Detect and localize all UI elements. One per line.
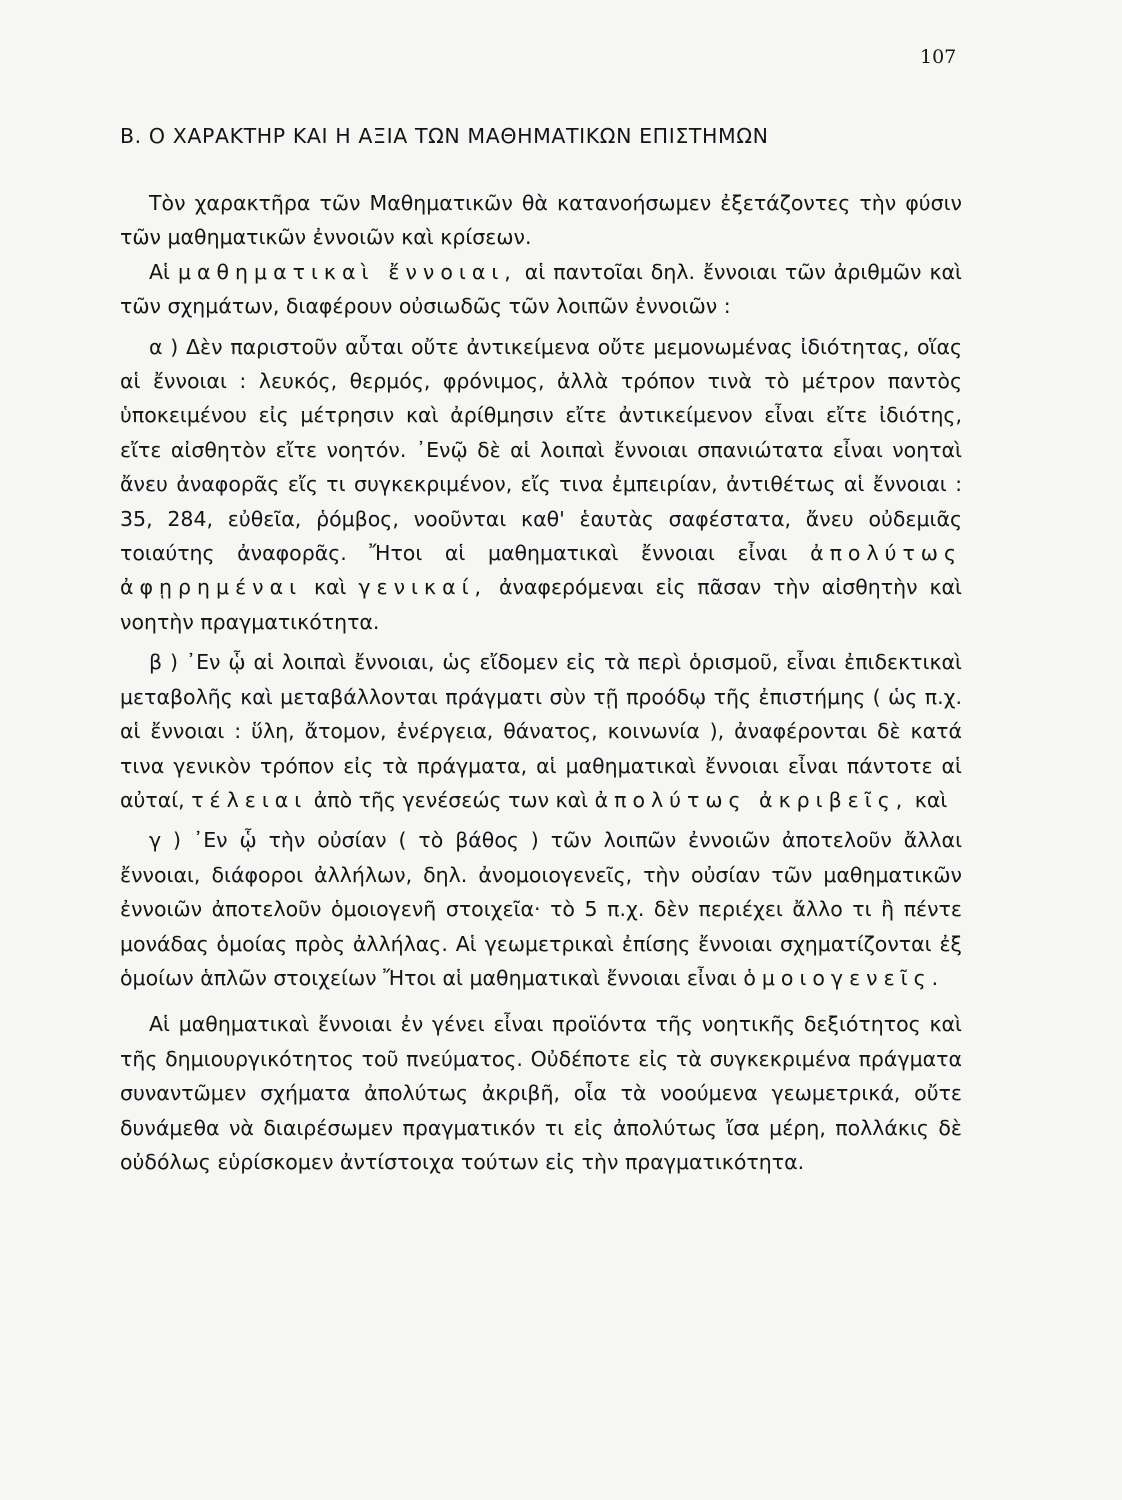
concepts-text-end: αἱ παντοῖαι δηλ. ἔννοιαι τῶν ἀριθμῶν καὶ τῶν σχημάτων, διαφέρουν οὐσιωδῶς τῶν λοιπῶν ἐννοιῶν : (120, 259, 962, 319)
emphasis-mathematical-concepts: μαθηματικαὶ ἔννοιαι, (177, 259, 517, 284)
emphasis-absolutely-exact: ἀπολύτως ἀκριβεῖς, (594, 787, 909, 812)
concepts-paragraph (120, 255, 962, 324)
point-beta-text-1: β ) ᾿Εν ᾧ αἱ λοιπαὶ ἔννοιαι, ὡς εἴδομεν εἰς τὰ περὶ ὁρισμοῦ, εἶναι ἐπιδεκτικαὶ μεταβολῆς καὶ μεταβάλλονται πράγματι σὺν τῇ προόδῳ τῆς ἐπιστήμης ( ὡς π.χ. αἱ ἔννοιαι : ὕλη, ἄτομον, ἐνέργεια, θάνατος, κοινωνία ), ἀναφέρονται δὲ κατά τινα γενικὸν τρόπον εἰς τὰ πράγματα, αἱ μαθηματικαὶ ἔννοιαι εἶναι πάντοτε αἱ αὐταί, (120, 650, 962, 812)
conclusion-paragraph: Αἱ μαθηματικαὶ ἔννοιαι ἐν γένει εἶναι προϊόντα τῆς νοητικῆς δεξιότητος καὶ τῆς δημιουργικότητος τοῦ πνεύματος. Οὐδέποτε εἰς τὰ συγκεκριμένα πράγματα συναντῶμεν σχήματα ἀπολύτως ἀκριβῆ, οἷα τὰ νοούμενα γεωμετρικά, οὔτε δυνάμεθα νὰ διαιρέσωμεν πραγματικόν τι εἰς ἀπολύτως ἴσα μέρη, πολλάκις δὲ οὐδόλως εὑρίσκομεν ἀντίστοιχα τούτων εἰς τὴν πραγματικότητα. (120, 1012, 962, 1174)
emphasis-absolutely-abstract: ἀπολύτως ἀφῃρημέναι (120, 541, 962, 600)
intro-paragraph: Τὸν χαρακτῆρα τῶν Μαθηματικῶν θὰ κατανοήσωμεν ἐξετάζοντες τὴν φύσιν τῶν μαθηματικῶν ἐννοιῶν καὶ κρίσεων. (120, 191, 962, 250)
point-alpha-text-3: ἀναφερόμεναι εἰς πᾶσαν τὴν αἰσθητὴν καὶ νοητὴν πραγματικότητα. (120, 575, 962, 634)
emphasis-homogeneous: ὁμοιογενεῖς. (743, 965, 945, 990)
page-number: 107 (920, 46, 957, 68)
emphasis-perfect: τέλειαι (191, 787, 308, 812)
point-beta-text-2: ἀπὸ τῆς γενέσεώς των καὶ (307, 787, 595, 812)
point-alpha-text-2: καὶ (302, 575, 359, 600)
section-heading: B. Ο ΧΑΡΑΚΤΗΡ ΚΑΙ Η ΑΞΙΑ ΤΩΝ ΜΑΘΗΜΑΤΙΚΩΝ ΕΠΙΣΤΗΜΩΝ (120, 124, 769, 148)
emphasis-general: γενικαί, (358, 575, 488, 600)
point-alpha-paragraph (120, 330, 962, 640)
point-alpha-text-1: α ) Δὲν παριστοῦν αὗται οὔτε ἀντικείμενα οὔτε μεμονωμένας ἰδιότητας, οἵας αἱ ἔννοιαι : λευκός, θερμός, φρόνιμος, ἀλλὰ τρόπον τινὰ τὸ μέτρον παντὸς ὑποκειμένου εἰς μέτρησιν καὶ ἀρίθμησιν εἴτε ἀντικείμενον εἶναι εἴτε ἰδιότης, εἴτε αἰσθητὸν εἴτε νοητόν. ᾿Ενῷ δὲ αἱ λοιπαὶ ἔννοιαι σπανιώτατα εἶναι νοηταὶ ἄνευ ἀναφορᾶς εἴς τι συγκεκριμένον, εἴς τινα ἐμπειρίαν, ἀντιθέτως αἱ ἔννοιαι : 35, 284, εὐθεῖα, ῥόμβος, νοοῦνται καθ' ἑαυτὰς σαφέστατα, ἄνευ οὐδεμιᾶς τοιαύτης ἀναφορᾶς. Ἤτοι αἱ μαθηματικαὶ ἔννοιαι εἶναι (120, 334, 962, 566)
point-beta-paragraph (120, 645, 962, 817)
body-text (120, 186, 962, 1179)
point-gamma-paragraph (120, 823, 962, 995)
concepts-text-start: Αἱ (149, 259, 178, 284)
point-gamma-text-1: γ ) ᾿Εν ᾧ τὴν οὐσίαν ( τὸ βάθος ) τῶν λοιπῶν ἐννοιῶν ἀποτελοῦν ἄλλαι ἔννοιαι, διάφοροι ἀλλήλων, δηλ. ἀνομοιογενεῖς, τὴν οὐσίαν τῶν μαθηματικῶν ἐννοιῶν ἀποτελοῦν ὁμοιογενῆ στοιχεῖα· τὸ 5 π.χ. δὲν περιέχει ἄλλο τι ἢ πέντε μονάδας ὁμοίας πρὸς ἀλλήλας. Αἱ γεωμετρικαὶ ἐπίσης ἔννοιαι σχηματίζονται ἐξ ὁμοίων ἁπλῶν στοιχείων Ἤτοι αἱ μαθηματικαὶ ἔννοιαι εἶναι (120, 828, 962, 990)
point-beta-text-3: καὶ (908, 787, 948, 812)
